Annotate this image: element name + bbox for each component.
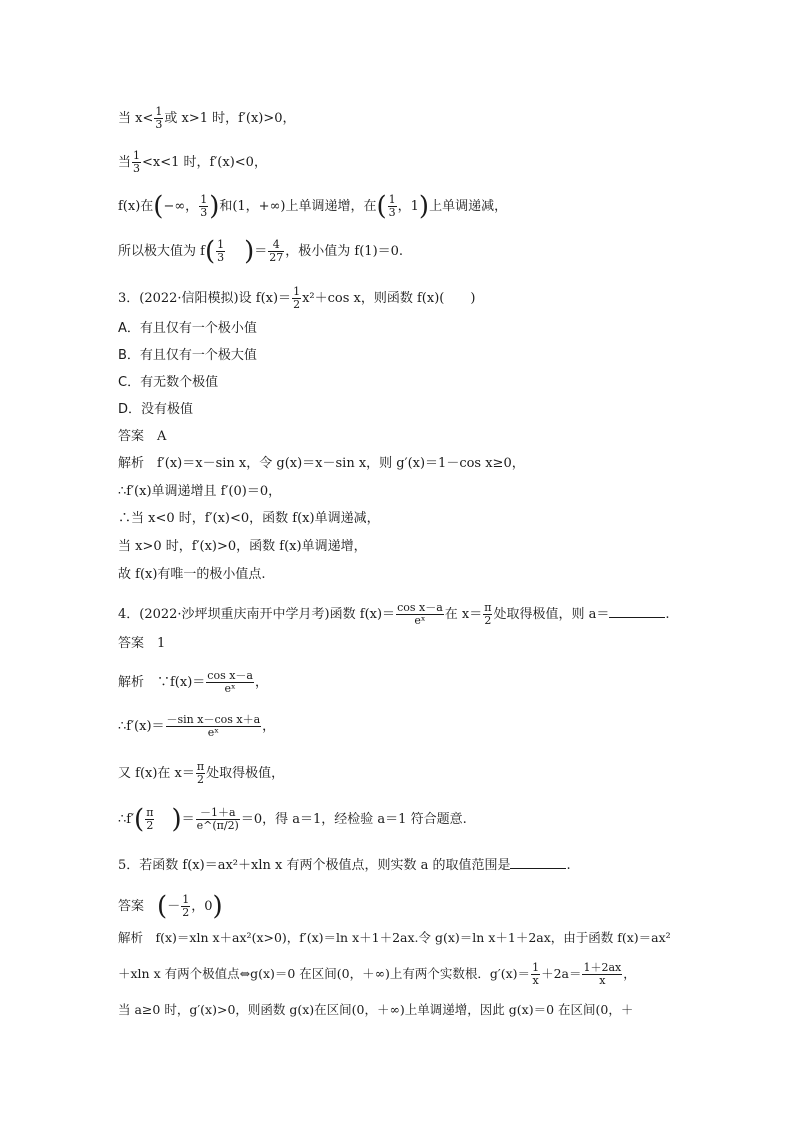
answer-label: 答案 <box>118 429 145 444</box>
q5-analysis-line-2 <box>118 962 636 987</box>
right-paren: ) <box>171 804 182 835</box>
question-4-stem <box>118 602 669 627</box>
text: 3．(2022·信阳模拟)设 f(x)＝ <box>118 291 292 306</box>
fraction: $\frac{1}{3}$ <box>388 193 396 219</box>
text: 所以极大值为 f <box>118 244 205 259</box>
q3-analysis-line-2: ∴f′(x)单调递增且 f′(0)＝0， <box>118 484 282 499</box>
q3-option-d: D．没有极值 <box>118 402 194 417</box>
fraction: $\frac{\pi}{2}$ <box>196 760 205 786</box>
answer-value: 1 <box>157 636 166 651</box>
fraction: $\frac{1}{2}$ <box>182 893 190 919</box>
left-paren: ( <box>204 236 216 267</box>
text: 当 <box>118 155 132 170</box>
left-paren: ( <box>376 191 387 222</box>
text: － <box>167 899 181 914</box>
text: ∴f′ <box>118 812 135 827</box>
q4-answer <box>118 635 165 653</box>
text: x²＋cos x，则函数 f(x)( ) <box>302 291 476 306</box>
answer-label: 答案 <box>118 899 145 914</box>
solution-line-1 <box>118 106 296 131</box>
q4-analysis-line-4: ∴f′( $\frac{\pi}{2}$ )＝ $\frac{-1+a}{e\^{}(\pi/2)}$ ＝0，得 a＝1，经检验 a＝1 符合题意. <box>118 804 467 835</box>
fraction: $\frac{1}{3}$ <box>217 238 225 264</box>
answer-value: A <box>157 429 167 444</box>
solution-line-4 <box>118 236 404 267</box>
text: 和(1，+∞)上单调递增，在 <box>219 199 377 214</box>
text: ，1 <box>397 199 419 214</box>
fraction: $\frac{\pi}{2}$ <box>484 601 492 627</box>
text: ＋xln x 有两个极值点⇔g(x)＝0 在区间(0，＋∞)上有两个实数根．g′(x)＝ <box>118 966 531 981</box>
text: 5．若函数 f(x)＝ax²＋xln x 有两个极值点，则实数 a 的取值范围是 <box>118 858 511 873</box>
text: −∞， <box>163 199 199 214</box>
q3-analysis-line-5: 故 f(x)有唯一的极小值点. <box>118 567 266 582</box>
right-paren: ) <box>244 236 255 267</box>
fraction: $\frac{1}{3}$ <box>155 105 163 131</box>
fraction: $\frac{\text{－sin x－cos x＋a}}{\text{eˣ}}$ <box>166 713 261 739</box>
left-paren: ( <box>157 891 168 922</box>
q4-analysis-line-3 <box>118 761 284 786</box>
answer-label: 答案 <box>118 636 145 651</box>
q5-analysis-line-1: 解析 f(x)＝xln x＋ax²(x>0)，f′(x)＝ln x＋1＋2ax.令 g(x)＝ln x＋1＋2ax，由于函数 f(x)＝ax² <box>118 930 671 945</box>
q4-analysis-line-1 <box>118 670 268 695</box>
fraction: $\frac{1}{3}$ <box>133 149 141 175</box>
fraction: $\frac{1}{x}$ <box>532 961 540 987</box>
text: 处取得极值， <box>206 766 285 781</box>
right-paren: ) <box>212 891 223 922</box>
fraction: $\frac{1+2ax}{x}$ <box>583 961 622 987</box>
text: . <box>665 607 670 622</box>
text: f(x)在 <box>118 199 154 214</box>
q3-answer <box>118 428 166 446</box>
text: 当 x< <box>118 111 154 126</box>
q3-analysis-line-4: 当 x>0 时，f′(x)>0，函数 f(x)单调递增， <box>118 539 367 554</box>
fraction: $\frac{1}{2}$ <box>293 285 301 311</box>
q3-option-c: C．有无数个极值 <box>118 375 219 390</box>
right-paren: ) <box>209 191 220 222</box>
q5-analysis-line-3: 当 a≥0 时，g′(x)>0，则函数 g(x)在区间(0，＋∞)上单调递增，因此 g(x)＝0 在区间(0，＋ <box>118 1002 634 1017</box>
text: ，0 <box>191 899 213 914</box>
text: ， <box>262 719 276 734</box>
text: 或 x>1 时，f′(x)>0， <box>164 111 296 126</box>
text: ，极小值为 f(1)＝0. <box>285 244 404 259</box>
fraction: $\frac{1}{3}$ <box>200 193 208 219</box>
fraction: $\frac{\pi}{2}$ <box>146 806 154 832</box>
text: ， <box>254 675 268 690</box>
text: 又 f(x)在 x＝ <box>118 766 195 781</box>
text: 在 x＝ <box>444 607 483 622</box>
right-paren: ) <box>418 191 430 222</box>
answer-blank <box>609 605 665 618</box>
text: 4．(2022·沙坪坝重庆南开中学月考)函数 f(x)＝ <box>118 607 396 622</box>
text: 上单调递减， <box>429 199 508 214</box>
text: ， <box>623 966 636 981</box>
fraction: $\frac{\text{cos x－a}}{\text{eˣ}}$ <box>397 601 443 627</box>
text: ＋2a＝ <box>541 966 582 981</box>
text: ＝0，得 a＝1，经检验 a＝1 符合题意. <box>240 812 467 827</box>
text: <x<1 时，f′(x)<0， <box>142 155 267 170</box>
q5-answer <box>118 891 223 922</box>
q3-option-a: A．有且仅有一个极小值 <box>118 321 257 336</box>
question-3-stem <box>118 286 475 311</box>
text: 解析 ∵f(x)＝ <box>118 675 206 690</box>
text: ＝ <box>254 244 268 259</box>
q3-analysis-line-1: 解析 f′(x)＝x－sin x，令 g(x)＝x－sin x，则 g′(x)＝1－cos x≥0， <box>118 456 525 471</box>
text: 处取得极值，则 a＝ <box>493 607 610 622</box>
question-5-stem <box>118 856 571 875</box>
fraction: $\frac{-1+a}{e\^{}(\pi/2)}$ <box>196 806 239 832</box>
q4-analysis-line-2 <box>118 714 275 739</box>
q3-option-b: B．有且仅有一个极大值 <box>118 348 257 363</box>
text: . <box>566 858 571 873</box>
answer-blank <box>510 856 566 869</box>
solution-line-3 <box>118 191 508 222</box>
solution-line-2 <box>118 150 267 175</box>
left-paren: ( <box>153 191 164 222</box>
q3-analysis-line-3: ∴当 x<0 时，f′(x)<0，函数 f(x)单调递减， <box>118 511 380 526</box>
text: ∴f′(x)＝ <box>118 719 165 734</box>
fraction: $\frac{4}{27}$ <box>269 238 284 264</box>
fraction: $\frac{\text{cos x－a}}{\text{eˣ}}$ <box>207 669 253 695</box>
left-paren: ( <box>134 804 145 835</box>
